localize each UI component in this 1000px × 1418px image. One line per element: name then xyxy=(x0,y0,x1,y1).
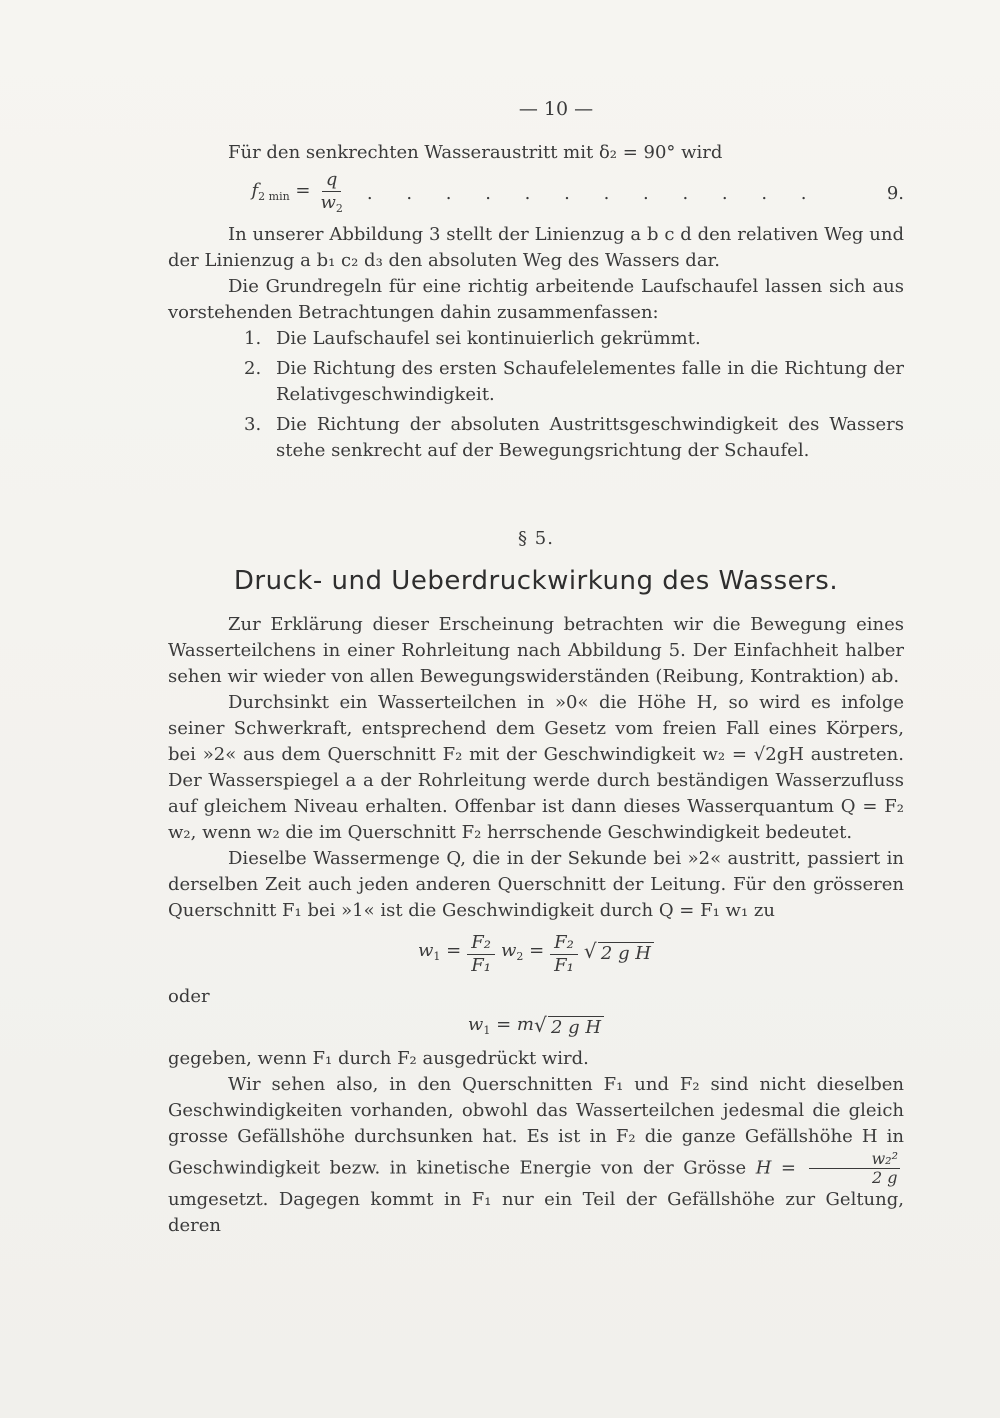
rules-list xyxy=(168,326,904,464)
rule-item: 1. Die Laufschaufel sei kontinuierlich gekrümmt. xyxy=(244,328,701,349)
equation-w1-m: $w_1 = m$ √ 2 g H xyxy=(168,1010,904,1046)
rule-item: 3. Die Richtung der absoluten Austrittsgeschwindigkeit des Wassers stehe senkrecht auf der Bewegungsrichtung der Schaufel. xyxy=(244,414,904,461)
eq9-fraction: $\frac{q}{w_2}$ xyxy=(320,168,343,215)
section-number: § 5. xyxy=(518,528,554,549)
paragraph-querschnitte: Wir sehen also, in den Querschnitten F₁ und F₂ sind nicht dieselben Geschwindigkeiten vorhanden, obwohl das Wasserteilchen jedesmal die gleich grosse Gefällshöhe durchsunken hat. Es ist in F₂ die ganze Gefällshöhe H in Geschwindigkeit bezw. in kinetische Energie von der Grösse H = $\frac{\text{w₂²}}{2 g}$ umgesetzt. Dagegen kommt in F₁ nur ein Teil der Gefällshöhe zur Geltung, deren xyxy=(168,1074,904,1236)
paragraph-gegeben: gegeben, wenn F₁ durch F₂ ausgedrückt wird. xyxy=(168,1048,589,1069)
eq9-number: 9. xyxy=(886,183,904,204)
page-content xyxy=(168,96,904,1239)
section-heading: Druck- und Ueberdruckwirkung des Wassers. xyxy=(233,566,839,596)
paragraph-durchsinkt: Durchsinkt ein Wasserteilchen in »0« die Höhe H, so wird es infolge seiner Schwerkraft, entsprechend dem Gesetz vom freien Fall eines Körpers, bei »2« aus dem Querschnitt F₂ mit der Geschwindigkeit w₂ = √2gH austreten. Der Wasserspiegel a a der Rohrleitung werde durch beständigen Wasserzufluss auf gleichem Niveau erhalten. Offenbar ist dann dieses Wasserquantum Q = F₂ w₂, wenn w₂ die im Querschnitt F₂ herrschende Geschwindigkeit bedeutet. xyxy=(168,692,904,843)
eq9-lhs: $f_{2 min}$ = xyxy=(251,180,311,203)
page-number: — 10 — xyxy=(518,98,594,120)
paragraph-grundregeln: Die Grundregeln für eine richtig arbeitende Laufschaufel lassen sich aus vorstehenden Betrachtungen dahin zusammenfassen: xyxy=(168,276,904,323)
rule-item: 2. Die Richtung des ersten Schaufelelementes falle in die Richtung der Relativgeschwindigkeit. xyxy=(244,358,904,405)
equation-w1-fraction: $w_1$ = $\frac{\text{F₂}}{\text{F₁}}$ $w_2$ = $\frac{\text{F₂}}{\text{F₁}}$ √ 2 g H xyxy=(168,924,904,984)
word-oder: oder xyxy=(168,986,210,1007)
paragraph-linienzug: In unserer Abbildung 3 stellt der Linienzug a b c d den relativen Weg und der Linienzug a b₁ c₂ d₃ den absoluten Weg des Wassers dar. xyxy=(168,224,904,271)
paragraph-wassermenge: Dieselbe Wassermenge Q, die in der Sekunde bei »2« austritt, passiert in derselben Zeit auch jeden anderen Querschnitt der Leitung. Für den grösseren Querschnitt F₁ bei »1« ist die Geschwindigkeit durch Q = F₁ w₁ zu xyxy=(168,848,904,921)
energy-fraction: $\frac{\text{w₂²}}{2 g}$ xyxy=(809,1150,900,1187)
equation-9 xyxy=(168,166,904,222)
paragraph-erklaerung: Zur Erklärung dieser Erscheinung betrachten wir die Bewegung eines Wasserteilchens in einer Rohrleitung nach Abbildung 5. Der Einfachheit halber sehen wir wieder von allen Bewegungswiderständen (Reibung, Kontraktion) ab. xyxy=(168,614,904,687)
paragraph-intro: Für den senkrechten Wasseraustritt mit δ₂ = 90° wird xyxy=(228,142,723,163)
eq9-dots: . . . . . . . . . . . . xyxy=(366,183,821,204)
